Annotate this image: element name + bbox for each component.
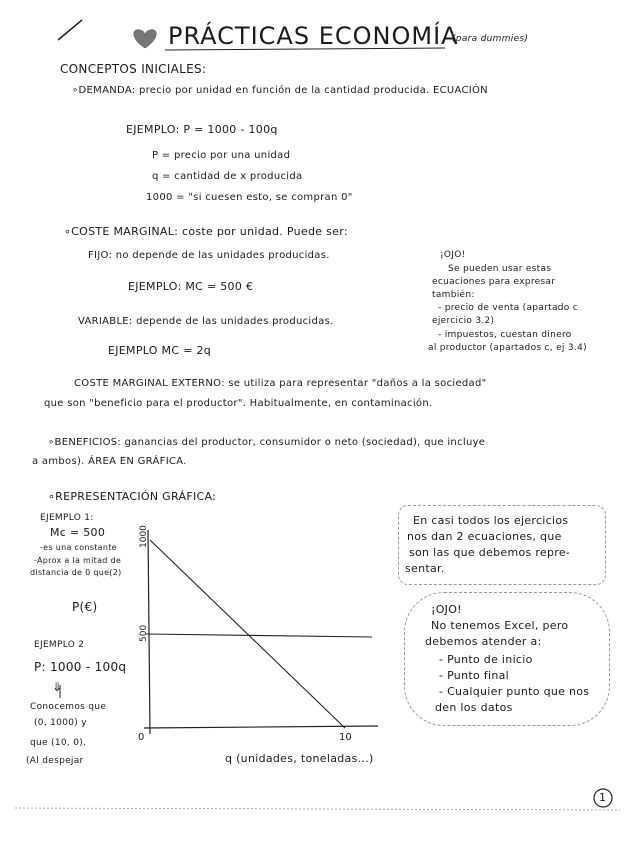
series-line-mc <box>146 634 372 637</box>
ojo2-line: - Cualquier punto que nos <box>439 685 590 698</box>
box-note-line: En casi todos los ejercicios <box>413 514 569 527</box>
ojo-note-line: ¡OJO! <box>440 250 466 260</box>
coste-marginal-definition: ∘COSTE MARGINAL: coste por unidad. Puede ser: <box>64 225 348 238</box>
ojo-note-line: al productor (apartados c, ej 3.4) <box>428 343 587 353</box>
demanda-example: EJEMPLO: P = 1000 - 100q <box>126 123 278 136</box>
x-tick-label: 10 <box>339 732 352 743</box>
page-subtitle: (para dummies) <box>452 34 529 44</box>
coste-variable-example: EJEMPLO MC = 2q <box>108 344 212 357</box>
ojo2-line: - Punto final <box>439 669 509 682</box>
ejemplo1-note: distancia de 0 que(2) <box>30 568 122 577</box>
ejemplo1-label: EJEMPLO 1: <box>40 513 94 523</box>
coste-externo-line2: que son "beneficio para el productor". Habitualmente, en contaminación. <box>44 398 433 409</box>
beneficios-line2: a ambos). ÁREA EN GRÁFICA. <box>32 456 187 467</box>
ojo-note-line: - precio de venta (apartado c <box>438 303 578 313</box>
box-note-line: son las que debemos repre- <box>409 546 571 559</box>
coste-externo-line1: COSTE MARGINAL EXTERNO: se utiliza para representar "daños a la sociedad" <box>74 378 487 389</box>
ejemplo1-mc: Mc = 500 <box>50 526 106 539</box>
x-tick-label: 0 <box>138 732 145 743</box>
ejemplo1-note: -es una constante <box>40 543 117 552</box>
ejemplo2-text: que (10, 0). <box>30 738 87 748</box>
coste-fijo-example: EJEMPLO: MC = 500 € <box>128 280 254 293</box>
representacion-heading: ∘REPRESENTACIÓN GRÁFICA: <box>48 490 217 503</box>
ojo2-line: den los datos <box>435 701 513 714</box>
ejemplo2-text: Conocemos que <box>30 702 107 712</box>
equations-note-box <box>398 505 606 585</box>
ojo-note-line: también: <box>432 290 475 300</box>
y-tick-label: 1000 <box>139 525 149 548</box>
ojo-note-line: - impuestos, cuestan dinero <box>438 330 572 340</box>
ojo2-line: ¡OJO! <box>431 603 462 616</box>
box-note-line: sentar. <box>405 562 445 575</box>
ojo2-line: No tenemos Excel, pero <box>431 619 569 632</box>
page-title: PRÁCTICAS ECONOMÍA <box>168 22 459 50</box>
demanda-p-definition: P = precio por una unidad <box>152 150 291 161</box>
beneficios-line1: ∘BENEFICIOS: ganancias del productor, consumidor o neto (sociedad), que incluye <box>48 437 486 448</box>
section-heading-conceptos: CONCEPTOS INICIALES: <box>60 62 207 76</box>
demanda-definition: ∘DEMANDA: precio por unidad en función de la cantidad producida. ECUACIÓN <box>72 85 488 96</box>
ejemplo2-label: EJEMPLO 2 <box>34 640 85 650</box>
ojo-note-line: Se pueden usar estas <box>448 264 552 274</box>
box-note-line: nos dan 2 ecuaciones, que <box>407 530 562 543</box>
ojo2-line: - Punto de inicio <box>439 653 533 666</box>
demanda-1000-definition: 1000 = "si cuesen esto, se compran 0" <box>146 192 353 203</box>
demanda-q-definition: q = cantidad de x producida <box>152 171 303 182</box>
ojo-note-line: ecuaciones para expresar <box>432 277 556 287</box>
ejemplo2-text: (Al despejar <box>26 756 84 766</box>
coste-fijo-definition: FIJO: no depende de las unidades producidas. <box>88 250 330 261</box>
ejemplo2-equation: P: 1000 - 100q <box>34 660 127 674</box>
down-arrow-icon: ⇓ <box>52 680 63 694</box>
ojo-cloud-note <box>404 592 610 726</box>
coste-variable-definition: VARIABLE: depende de las unidades producidas. <box>78 316 334 327</box>
ejemplo2-text: (0, 1000) y <box>34 718 87 728</box>
ojo2-line: debemos atender a: <box>425 635 542 648</box>
y-tick-label: 500 <box>139 624 149 642</box>
y-axis-label-p: P(€) <box>72 600 98 614</box>
ejemplo1-note: -Aprox a la mitad de <box>34 556 122 565</box>
x-axis-label: q (unidades, toneladas...) <box>225 752 374 765</box>
page-number: 1 <box>599 791 607 804</box>
ojo-note-line: ejercicio 3.2) <box>432 316 495 326</box>
